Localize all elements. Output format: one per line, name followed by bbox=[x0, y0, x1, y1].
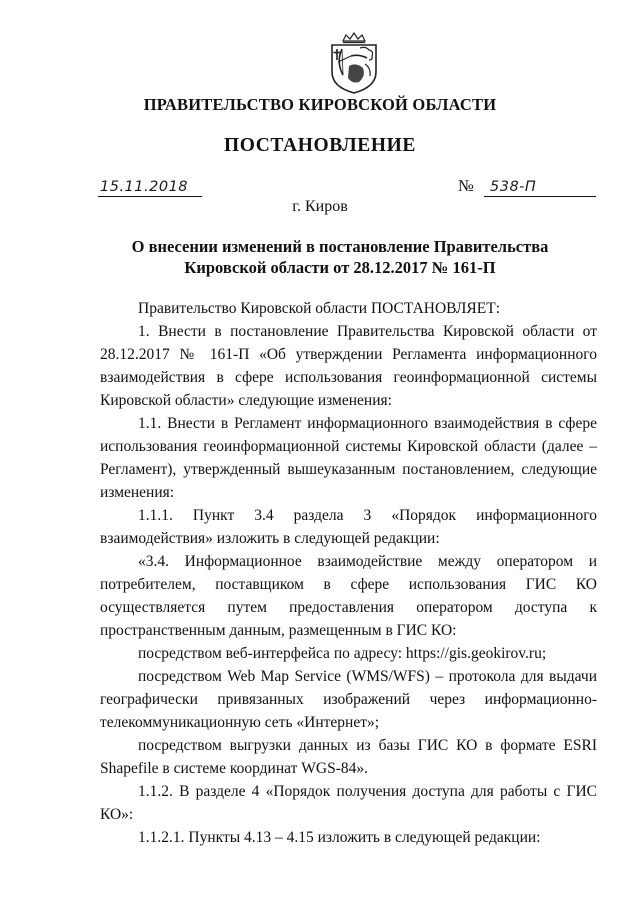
body-paragraph: 1.1.2.1. Пункты 4.13 – 4.15 изложить в следующей редакции: bbox=[138, 829, 541, 846]
body-paragraph: посредством выгрузки данных из базы ГИС КО в формате ESRI Shapefile в системе координат WGS-84». bbox=[100, 737, 597, 777]
date-value: 15.11.2018 bbox=[100, 179, 189, 195]
body-paragraph: 1. Внести в постановление Правительства Кировской области от 28.12.2017 № 161-П «Об утверждении Регламента информационного взаимодействия в сфере использования геоинформационной системы Кировской области» следующие изменения: bbox=[100, 323, 597, 409]
city-line: г. Киров bbox=[292, 198, 348, 215]
government-title: ПРАВИТЕЛЬСТВО КИРОВСКОЙ ОБЛАСТИ bbox=[143, 95, 497, 114]
document-type: ПОСТАНОВЛЕНИЕ bbox=[223, 135, 417, 156]
date-field bbox=[98, 176, 202, 197]
document-body bbox=[100, 297, 597, 849]
number-value: 538-П bbox=[490, 179, 537, 195]
body-paragraph: Правительство Кировской области ПОСТАНОВЛЯЕТ: bbox=[138, 300, 501, 317]
coat-of-arms-icon bbox=[329, 32, 379, 94]
document-subject: О внесении изменений в постановление Правительства Кировской области от 28.12.2017 № 161-П bbox=[131, 237, 549, 277]
body-paragraph: посредством Web Map Service (WMS/WFS) – протокола для выдачи географически привязанных изображений через информационно-телекоммуникационную сеть «Интернет»; bbox=[100, 668, 597, 731]
number-sign: № bbox=[458, 176, 474, 195]
number-field bbox=[484, 176, 596, 197]
body-paragraph: 1.1.1. Пункт 3.4 раздела 3 «Порядок информационного взаимодействия» изложить в следующей редакции: bbox=[100, 507, 597, 547]
body-paragraph: 1.1.2. В разделе 4 «Порядок получения доступа для работы с ГИС КО»: bbox=[100, 783, 597, 823]
body-paragraph: 1.1. Внести в Регламент информационного взаимодействия в сфере использования геоинформационной системы Кировской области (далее – Регламент), утвержденный вышеуказанным постановлением, следующие изменения: bbox=[100, 415, 597, 501]
body-paragraph: посредством веб-интерфейса по адресу: https://gis.geokirov.ru; bbox=[138, 645, 547, 662]
body-paragraph: «3.4. Информационное взаимодействие между оператором и потребителем, поставщиком в сфере использования ГИС КО осуществляется путем предоставления оператором доступа к пространственным данным, размещенным в ГИС КО: bbox=[100, 553, 597, 639]
